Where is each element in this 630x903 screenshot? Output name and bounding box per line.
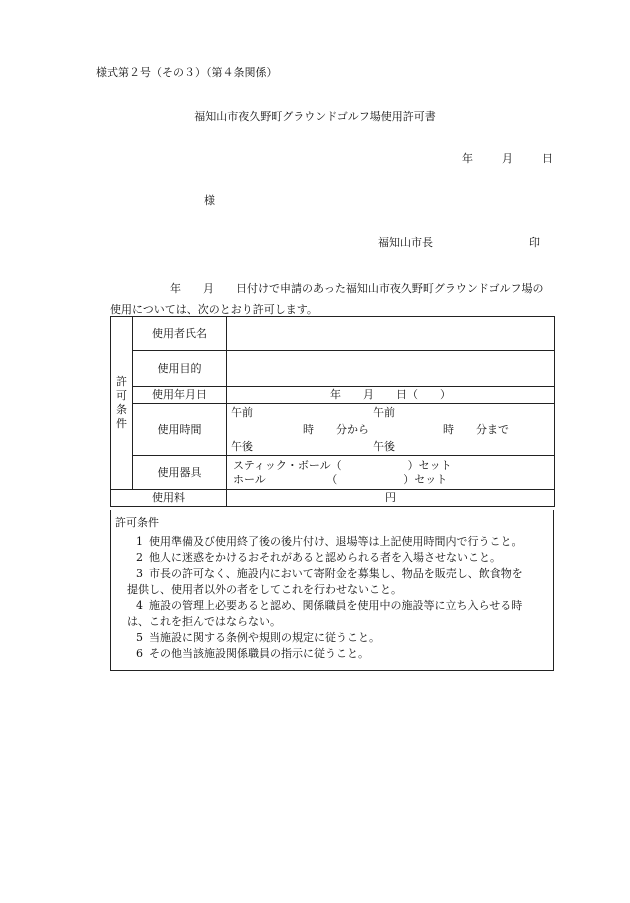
time-value	[227, 404, 555, 456]
purpose-label: 使用目的	[133, 351, 227, 387]
list-item: 1 使用準備及び使用終了後の後片付け、退場等は上記使用時間内で行うこと。	[136, 535, 523, 548]
date-day: 日	[542, 152, 553, 165]
equipment-value	[227, 456, 555, 490]
time-from: 時 分から	[303, 422, 369, 436]
issuer-name: 福知山市長	[378, 236, 433, 249]
list-item: 2 他人に迷惑をかけるおそれがあると認められる者を入場させないこと。	[136, 551, 501, 564]
time-am-end: 午前	[373, 405, 395, 419]
purpose-value	[227, 351, 555, 387]
statement-line-2: 使用については、次のとおり許可します。	[110, 303, 318, 316]
time-until: 時 分まで	[443, 422, 509, 436]
conditions-title: 許可条件	[115, 516, 159, 529]
equipment-hole: ホール （ ）セット	[233, 472, 448, 486]
equipment-stick-ball: スティック・ボール（ ）セット	[233, 458, 452, 472]
list-item: 5 当施設に関する条例や規則の規定に従うこと。	[136, 631, 380, 644]
addressee-suffix: 様	[204, 194, 215, 207]
time-am-start: 午前	[231, 405, 253, 419]
permission-statement	[110, 278, 570, 320]
user-name-value	[227, 317, 555, 351]
document-title: 福知山市夜久野町グラウンドゴルフ場使用許可書	[194, 110, 436, 123]
user-name-label: 使用者氏名	[133, 317, 227, 351]
seal-mark: 印	[529, 236, 540, 249]
date-label: 使用年月日	[133, 387, 227, 404]
list-item: 4 施設の管理上必要あると認め、関係職員を使用中の施設等に立ち入らせる時 は、これを拒んではならない。	[127, 599, 523, 628]
date-month: 月	[502, 152, 513, 165]
side-char-2: 可	[116, 389, 127, 402]
side-label-cell	[111, 317, 133, 490]
fee-label: 使用料	[111, 490, 227, 507]
form-number: 様式第２号（その３）（第４条関係）	[96, 66, 278, 79]
side-char-1: 許	[116, 375, 127, 388]
list-item: 3 市長の許可なく、施設内において寄附金を募集し、物品を販売し、飲食物を 提供し、使用者以外の者をしてこれを行わせないこと。	[127, 567, 523, 596]
date-year: 年	[462, 152, 473, 165]
conditions-box	[110, 510, 554, 671]
date-value: 年 月 日（ ）	[227, 387, 555, 404]
fee-value: 円	[227, 490, 555, 507]
side-char-4: 件	[116, 417, 127, 430]
permit-table	[110, 316, 555, 507]
equipment-label: 使用器具	[133, 456, 227, 490]
list-item: 6 その他当該施設関係職員の指示に従うこと。	[136, 647, 369, 660]
time-label: 使用時間	[133, 404, 227, 456]
time-pm-start: 午後	[231, 439, 253, 453]
time-pm-end: 午後	[373, 439, 395, 453]
issue-date	[462, 152, 553, 166]
statement-line-1: 年 月 日付けで申請のあった福知山市夜久野町グラウンドゴルフ場の	[170, 282, 544, 295]
conditions-list	[117, 534, 557, 662]
side-char-3: 条	[116, 403, 127, 416]
